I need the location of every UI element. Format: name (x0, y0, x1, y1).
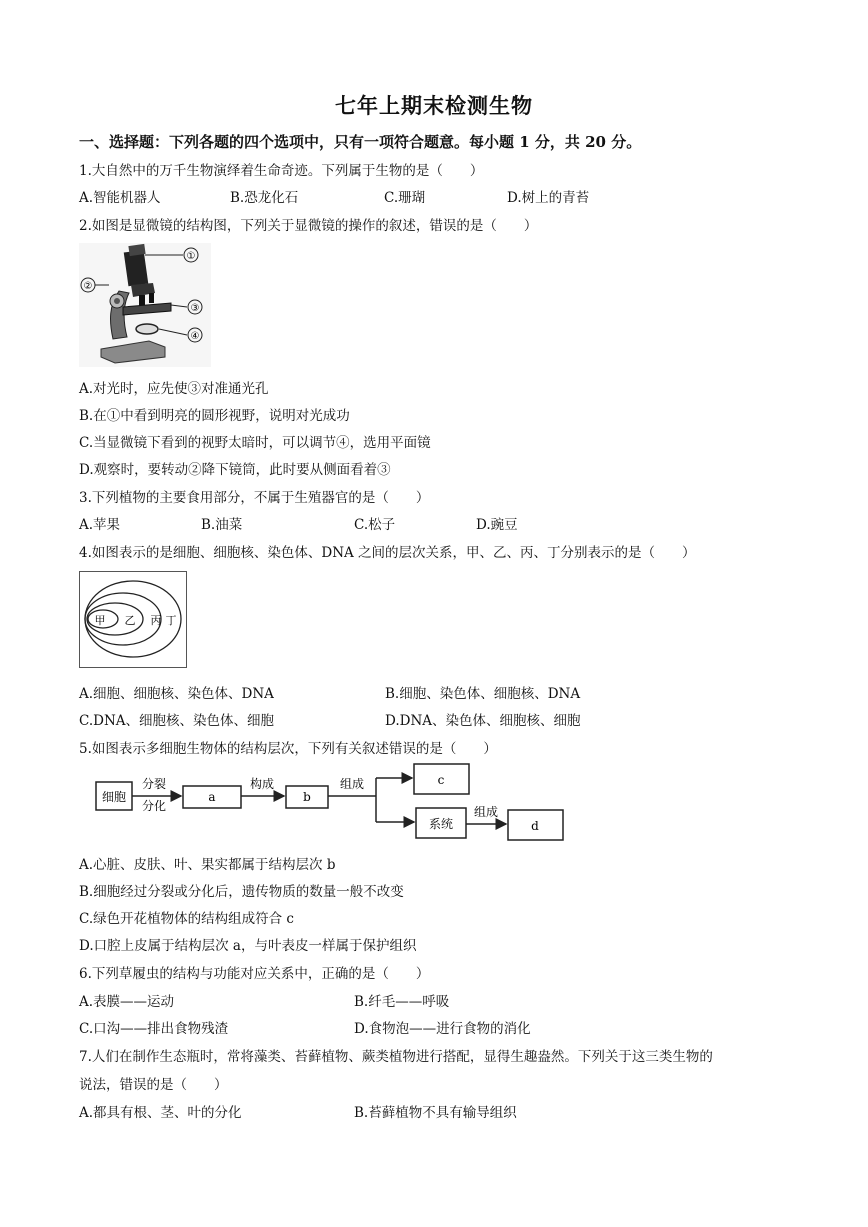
diagram-box-d: d (531, 819, 539, 833)
question-5-option-a: A.心脏、皮肤、叶、果实都属于结构层次 b (79, 857, 336, 873)
question-4-option-a: A.细胞、细胞核、染色体、DNA (79, 686, 274, 702)
question-1-option-d: D.树上的青苔 (507, 190, 590, 206)
question-7-stem-line-1: 7.人们在制作生态瓶时，常将藻类、苔藓植物、蕨类植物进行搭配，显得生趣盎然。下列关于这三类生物的 (79, 1049, 713, 1065)
diagram-system: 系统 (428, 817, 454, 831)
question-1-option-b: B.恐龙化石 (230, 190, 299, 206)
question-5-option-d: D.口腔上皮属于结构层次 a，与叶表皮一样属于保护组织 (79, 938, 417, 954)
question-2-option-a: A.对光时，应先使③对准通光孔 (79, 381, 269, 397)
label-4: ④ (190, 331, 200, 342)
nested-ellipses-figure (79, 571, 187, 668)
diagram-cell: 细胞 (101, 790, 127, 804)
question-5-option-c: C.绿色开花植物体的结构组成符合 c (79, 911, 294, 927)
page-title: 七年上期末检测生物 (335, 93, 533, 118)
question-2-stem: 2.如图是显微镜的结构图，下列关于显微镜的操作的叙述，错误的是（ ） (79, 218, 538, 234)
section-heading: 一、选择题：下列各题的四个选项中，只有一项符合题意。每小题 1 分，共 20 分。 (79, 133, 642, 151)
diagram-compose-1: 构成 (249, 777, 275, 791)
diagram-box-b: b (303, 790, 311, 804)
diagram-differentiate: 分化 (141, 799, 167, 813)
question-3-option-b: B.油菜 (201, 517, 243, 533)
question-1-option-a: A.智能机器人 (79, 190, 161, 206)
label-yi: 乙 (124, 614, 136, 627)
question-6-option-d: D.食物泡——进行食物的消化 (354, 1021, 531, 1037)
question-5-option-b: B.细胞经过分裂或分化后，遗传物质的数量一般不改变 (79, 884, 404, 900)
question-6-option-b: B.纤毛——呼吸 (354, 994, 450, 1010)
question-3-option-d: D.豌豆 (476, 517, 518, 533)
question-7-option-b: B.苔藓植物不具有输导组织 (354, 1105, 517, 1121)
label-bing: 丙 (150, 614, 162, 627)
question-3-option-c: C.松子 (354, 517, 396, 533)
question-5-stem: 5.如图表示多细胞生物体的结构层次，下列有关叙述错误的是（ ） (79, 741, 497, 757)
diagram-box-a: a (208, 790, 216, 804)
question-2-option-d: D.观察时，要转动②降下镜筒，此时要从侧面看着③ (79, 462, 391, 478)
question-4-option-b: B.细胞、染色体、细胞核、DNA (385, 686, 581, 702)
diagram-compose-2: 组成 (339, 777, 365, 791)
label-ding: 丁 (165, 614, 177, 627)
question-4-option-d: D.DNA、染色体、细胞核、细胞 (385, 713, 581, 729)
question-6-option-c: C.口沟——排出食物残渣 (79, 1021, 229, 1037)
question-2-option-c: C.当显微镜下看到的视野太暗时，可以调节④，选用平面镜 (79, 435, 431, 451)
question-1-option-c: C.珊瑚 (384, 190, 426, 206)
label-3: ③ (190, 303, 200, 314)
diagram-compose-3: 组成 (473, 805, 499, 819)
question-7-stem-line-2: 说法，错误的是（ ） (79, 1077, 228, 1093)
question-6-option-a: A.表膜——运动 (79, 994, 175, 1010)
label-jia: 甲 (94, 614, 106, 627)
question-3-stem: 3.下列植物的主要食用部分，不属于生殖器官的是（ ） (79, 490, 430, 506)
question-3-option-a: A.苹果 (79, 517, 121, 533)
question-7-option-a: A.都具有根、茎、叶的分化 (79, 1105, 242, 1121)
structure-levels-diagram (90, 762, 570, 842)
question-4-option-c: C.DNA、细胞核、染色体、细胞 (79, 713, 275, 729)
question-2-option-b: B.在①中看到明亮的圆形视野，说明对光成功 (79, 408, 350, 424)
microscope-figure (79, 243, 211, 367)
diagram-split: 分裂 (141, 777, 167, 791)
diagram-box-c: c (437, 773, 445, 787)
question-4-stem: 4.如图表示的是细胞、细胞核、染色体、DNA 之间的层次关系，甲、乙、丙、丁分别表示的是（ ） (79, 545, 696, 561)
question-1-stem: 1.大自然中的万千生物演绎着生命奇迹。下列属于生物的是（ ） (79, 163, 484, 179)
label-1: ① (186, 251, 196, 262)
label-2: ② (83, 281, 93, 292)
question-6-stem: 6.下列草履虫的结构与功能对应关系中，正确的是（ ） (79, 966, 430, 982)
